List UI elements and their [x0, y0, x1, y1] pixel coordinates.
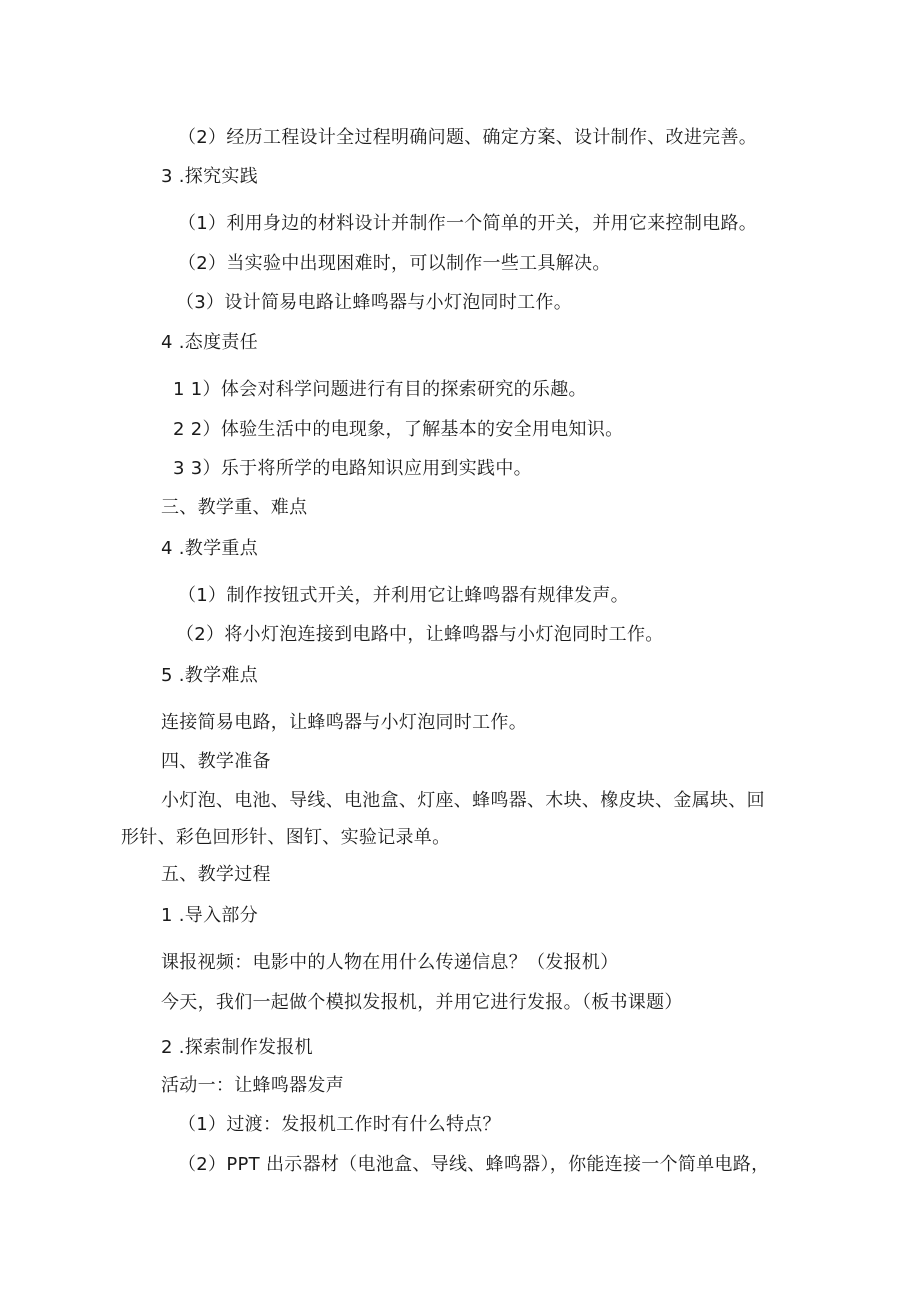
section-heading: 4 .教学重点 — [161, 538, 258, 559]
section-heading: 3 .探究实践 — [161, 166, 258, 187]
text-line: 活动一：让蜂鸣器发声 — [161, 1075, 344, 1096]
text-line: （2）当实验中出现困难时，可以制作一些工具解决。 — [178, 253, 611, 274]
text-line: （2）PPT 出示器材（电池盒、导线、蜂鸣器），你能连接一个简单电路， — [178, 1154, 770, 1175]
text-line: 小灯泡、电池、导线、电池盒、灯座、蜂鸣器、木块、橡皮块、金属块、回 — [161, 790, 765, 811]
section-heading: 5 .教学难点 — [161, 665, 258, 686]
text-line: （3）设计简易电路让蜂鸣器与小灯泡同时工作。 — [176, 292, 573, 313]
section-heading: 2 .探索制作发报机 — [161, 1037, 313, 1058]
section-heading: 五、教学过程 — [161, 864, 271, 885]
section-heading: 1 .导入部分 — [161, 905, 258, 926]
text-line: （1）过渡：发报机工作时有什么特点？ — [178, 1114, 501, 1135]
section-heading: 4 .态度责任 — [161, 332, 258, 353]
text-line: （1）制作按钮式开关，并利用它让蜂鸣器有规律发声。 — [178, 585, 629, 606]
text-line: 连接简易电路，让蜂鸣器与小灯泡同时工作。 — [161, 712, 527, 733]
text-line: （2）经历工程设计全过程明确问题、确定方案、设计制作、改进完善。 — [178, 127, 758, 148]
text-line: （1）利用身边的材料设计并制作一个简单的开关，并用它来控制电路。 — [178, 213, 758, 234]
section-heading: 四、教学准备 — [161, 751, 271, 772]
section-heading: 三、教学重、难点 — [161, 497, 308, 518]
text-line: （2）将小灯泡连接到电路中，让蜂鸣器与小灯泡同时工作。 — [176, 624, 664, 645]
text-line: 形针、彩色回形针、图钉、实验记录单。 — [121, 827, 451, 848]
text-line: 3 3）乐于将所学的电路知识应用到实践中。 — [173, 458, 532, 479]
text-line: 1 1）体会对科学问题进行有目的探索研究的乐趣。 — [173, 379, 587, 400]
text-line: 今天，我们一起做个模拟发报机，并用它进行发报。（板书课题） — [161, 992, 683, 1013]
text-line: 课报视频：电影中的人物在用什么传递信息？（发报机） — [161, 952, 619, 973]
text-line: 2 2）体验生活中的电现象，了解基本的安全用电知识。 — [173, 419, 624, 440]
